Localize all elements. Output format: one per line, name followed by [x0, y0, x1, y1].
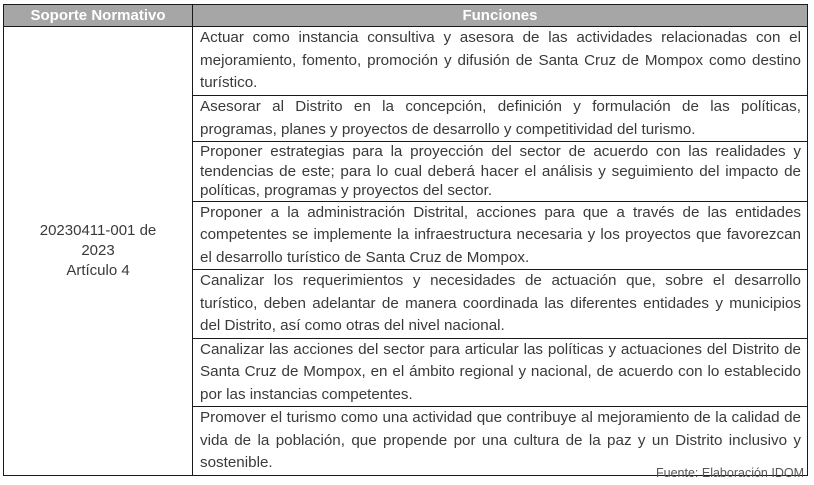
soporte-normativo-cell [4, 27, 193, 476]
funcion-cell: Canalizar los requerimientos y necesidades de actuación que, sobre el desarrollo turístico, deben adelantar de manera coordinada las diferentes entidades y municipios del Distrito, así como otras del nivel nacional. [193, 270, 808, 339]
funcion-cell: Proponer a la administración Distrital, acciones para que a través de las entidades competentes se implemente la infraestructura necesaria y los proyectos que favorezcan el desarrollo turístico de Santa Cruz de Mompox. [193, 201, 808, 270]
funcion-cell: Promover el turismo como una actividad que contribuye al mejoramiento de la calidad de vida de la población, que propende por una cultura de la paz y un Distrito inclusivo y sostenible. [193, 407, 808, 476]
soporte-line-3: Artículo 4 [66, 261, 130, 279]
header-funciones: Funciones [193, 5, 808, 27]
table-row [4, 27, 808, 96]
funcion-cell: Asesorar al Distrito en la concepción, definición y formulación de las políticas, programas, planes y proyectos de desarrollo y competitividad del turismo. [193, 96, 808, 142]
soporte-line-1: 20230411-001 de [39, 221, 157, 239]
source-caption: Fuente: Elaboración IDOM [656, 466, 804, 480]
funciones-table [3, 4, 808, 476]
table-header-row [4, 5, 808, 27]
funcion-cell: Actuar como instancia consultiva y asesora de las actividades relacionadas con el mejoramiento, fomento, promoción y difusión de Santa Cruz de Mompox como destino turístico. [193, 27, 808, 96]
soporte-line-2: 2023 [81, 241, 115, 259]
funcion-cell: Proponer estrategias para la proyección del sector de acuerdo con las realidades y tendencias de este; para lo cual deberá hacer el análisis y seguimiento del impacto de políticas, programas y proyectos del sector. [193, 142, 808, 202]
funcion-cell: Canalizar las acciones del sector para articular las políticas y actuaciones del Distrito de Santa Cruz de Mompox, en el ámbito regional y nacional, de acuerdo con lo establecido por las instancias competentes. [193, 338, 808, 407]
header-soporte-normativo: Soporte Normativo [4, 5, 193, 27]
